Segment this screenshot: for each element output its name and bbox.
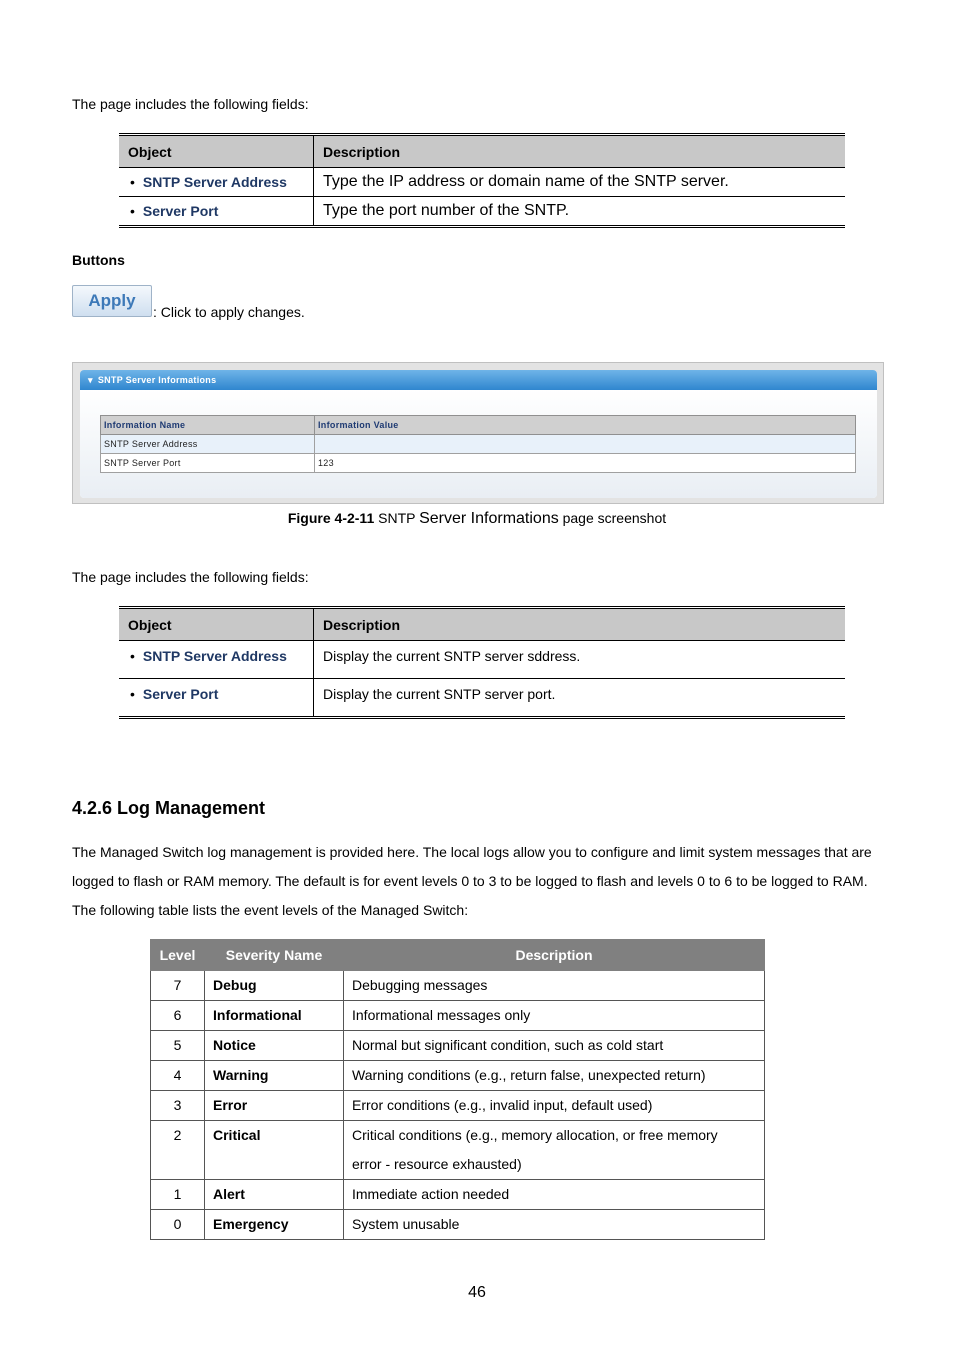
severity-name-cell: Warning: [205, 1061, 344, 1091]
table-row: [151, 1180, 765, 1210]
info-name-header: Information Name: [101, 416, 315, 435]
description-header: Description: [314, 608, 846, 641]
table-row: [151, 1031, 765, 1061]
description-cell: Immediate action needed: [344, 1180, 765, 1210]
table-header-row: [119, 135, 845, 168]
sntp-info-screenshot: [72, 362, 884, 504]
table-header-row: [119, 608, 845, 641]
description-cell: Normal but significant condition, such as cold start: [344, 1031, 765, 1061]
table-row: [119, 168, 845, 197]
description-header: Description: [344, 940, 765, 971]
description-cell: Warning conditions (e.g., return false, unexpected return): [344, 1061, 765, 1091]
fields-table-2: [119, 606, 845, 719]
caption-part-2: Server Informations: [419, 510, 559, 527]
description-cell: System unusable: [344, 1210, 765, 1240]
object-cell: [119, 641, 314, 679]
figure-number: Figure 4-2-11: [287, 510, 375, 526]
table-row: [119, 679, 845, 718]
bullet-icon: •: [130, 686, 135, 702]
severity-name-cell: Emergency: [205, 1210, 344, 1240]
object-label: Server Port: [142, 686, 219, 702]
info-value-cell: 123: [315, 454, 856, 473]
page-number: 46: [468, 1284, 486, 1301]
description-cell: Type the port number of the SNTP.: [314, 197, 846, 227]
table-row: [151, 971, 765, 1001]
intro-text-2: The page includes the following fields:: [72, 569, 309, 585]
table-header-row: [151, 940, 765, 971]
bullet-icon: •: [130, 648, 135, 664]
info-value-header: Information Value: [315, 416, 856, 435]
object-label: Server Port: [142, 203, 219, 219]
level-cell: 7: [151, 971, 205, 1001]
description-cell: Display the current SNTP server sddress.: [314, 641, 846, 679]
table-row: [151, 1001, 765, 1031]
section-title: 4.2.6 Log Management: [72, 798, 266, 818]
bullet-icon: •: [130, 174, 135, 190]
severity-name-cell: Notice: [205, 1031, 344, 1061]
severity-name-header: Severity Name: [205, 940, 344, 971]
severity-name-cell: Alert: [205, 1180, 344, 1210]
table-row: [151, 1210, 765, 1240]
panel-body: [80, 390, 877, 498]
apply-description: : Click to apply changes.: [153, 304, 305, 320]
object-header: Object: [119, 135, 314, 168]
object-cell: [119, 679, 314, 718]
level-cell: 6: [151, 1001, 205, 1031]
panel-title: SNTP Server Informations: [97, 375, 217, 385]
object-cell: [119, 197, 314, 227]
apply-button[interactable]: Apply: [72, 285, 152, 317]
object-header: Object: [119, 608, 314, 641]
level-cell: 0: [151, 1210, 205, 1240]
level-cell: 1: [151, 1180, 205, 1210]
description-cell: Error conditions (e.g., invalid input, default used): [344, 1091, 765, 1121]
description-cell: Debugging messages: [344, 971, 765, 1001]
screenshot-panel: [80, 370, 877, 498]
bullet-icon: •: [130, 203, 135, 219]
intro-text-1: The page includes the following fields:: [72, 96, 309, 112]
level-header: Level: [151, 940, 205, 971]
level-cell: 2: [151, 1121, 205, 1180]
object-label: SNTP Server Address: [142, 174, 287, 190]
description-header: Description: [314, 135, 846, 168]
info-value-cell: [315, 435, 856, 454]
fields-table-1: [119, 133, 845, 228]
table-row: [151, 1061, 765, 1091]
severity-name-cell: Informational: [205, 1001, 344, 1031]
object-cell: [119, 168, 314, 197]
severity-table: [150, 939, 765, 1240]
panel-title-bar[interactable]: [80, 370, 877, 390]
info-name-cell: SNTP Server Port: [101, 454, 315, 473]
collapse-arrow-icon[interactable]: ▾: [88, 375, 93, 385]
level-cell: 5: [151, 1031, 205, 1061]
table-row: [119, 641, 845, 679]
section-paragraph: The Managed Switch log management is provided here. The local logs allow you to configure and limit system messages that are logged to flash or RAM memory. The default is for event levels 0 to 3 to be logged to flash and levels 0 to 6 to be logged to RAM. The following table lists the event levels of the Managed Switch:: [72, 844, 872, 918]
info-name-cell: SNTP Server Address: [101, 435, 315, 454]
object-label: SNTP Server Address: [142, 648, 287, 664]
level-cell: 4: [151, 1061, 205, 1091]
description-cell: Critical conditions (e.g., memory allocation, or free memory error - resource exhausted): [344, 1121, 765, 1180]
severity-name-cell: Error: [205, 1091, 344, 1121]
description-cell: Informational messages only: [344, 1001, 765, 1031]
table-row: [101, 435, 856, 454]
level-cell: 3: [151, 1091, 205, 1121]
caption-part-1: SNTP: [378, 510, 416, 526]
table-row: [151, 1121, 765, 1180]
description-cell: Type the IP address or domain name of the SNTP server.: [314, 168, 846, 197]
table-row: [119, 197, 845, 227]
figure-caption: [0, 510, 954, 528]
severity-name-cell: Debug: [205, 971, 344, 1001]
table-row: [101, 454, 856, 473]
caption-part-3: page screenshot: [562, 510, 667, 526]
severity-name-cell: Critical: [205, 1121, 344, 1180]
table-row: [151, 1091, 765, 1121]
description-cell: Display the current SNTP server port.: [314, 679, 846, 718]
buttons-heading: Buttons: [72, 252, 125, 268]
info-table: [100, 415, 856, 473]
